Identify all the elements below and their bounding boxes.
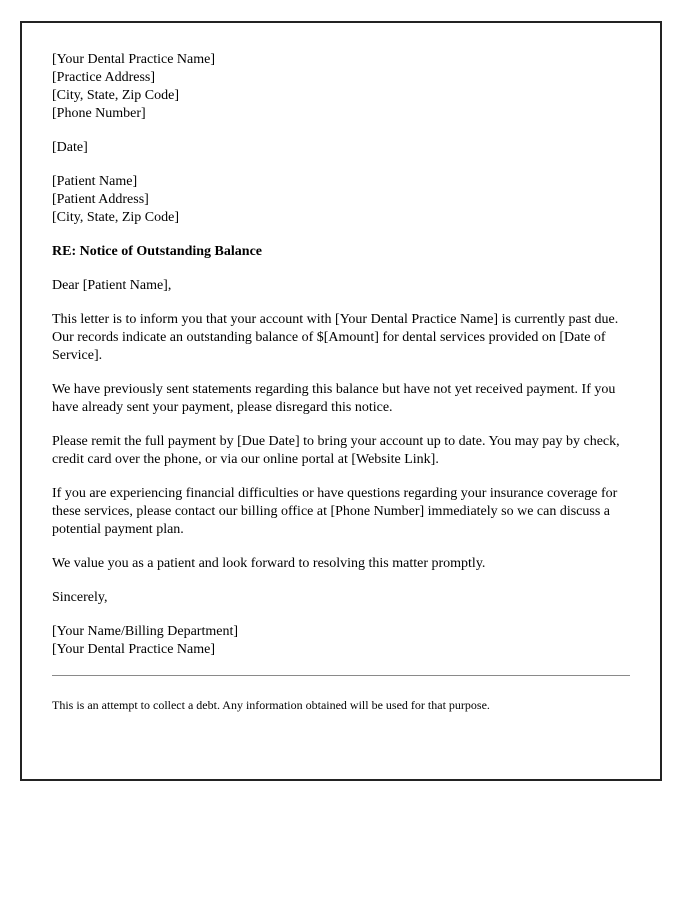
body-paragraph-1: This letter is to inform you that your account with [Your Dental Practice Name] is currently past due. Our records indicate an outstanding balance of $[Amount] for dental services provided on [Date of Service]. [52,312,619,363]
letter-frame [20,21,662,781]
sender-city-state-zip: [City, State, Zip Code] [52,88,180,103]
date-line: [Date] [52,140,88,155]
date-block [52,139,630,157]
salutation: Dear [Patient Name], [52,278,172,293]
subject-line: RE: Notice of Outstanding Balance [52,244,262,259]
body-paragraph-2: We have previously sent statements regarding this balance but have not yet received payment. If you have already sent your payment, please disregard this notice. [52,382,616,415]
recipient-name: [Patient Name] [52,174,138,189]
sender-address-block [52,51,630,123]
sender-practice-address: [Practice Address] [52,70,156,85]
recipient-address-block [52,173,630,227]
closing-line: Sincerely, [52,590,108,605]
sender-phone-number: [Phone Number] [52,106,146,121]
recipient-city-state-zip: [City, State, Zip Code] [52,210,180,225]
sender-practice-name: [Your Dental Practice Name] [52,52,216,67]
recipient-address: [Patient Address] [52,192,149,207]
body-paragraph-5: We value you as a patient and look forward to resolving this matter promptly. [52,556,486,571]
signature-name: [Your Name/Billing Department] [52,624,238,639]
body-paragraph-4: If you are experiencing financial difficulties or have questions regarding your insurance coverage for these services, please contact our billing office at [Phone Number] immediately so we can discuss a potential payment plan. [52,486,618,537]
body-paragraph-3: Please remit the full payment by [Due Date] to bring your account up to date. You may pay by check, credit card over the phone, or via our online portal at [Website Link]. [52,434,620,467]
debt-collection-disclaimer: This is an attempt to collect a debt. Any information obtained will be used for that purpose. [52,698,490,712]
signature-block [52,623,630,659]
signature-practice-name: [Your Dental Practice Name] [52,642,216,657]
footer-divider [52,675,630,676]
